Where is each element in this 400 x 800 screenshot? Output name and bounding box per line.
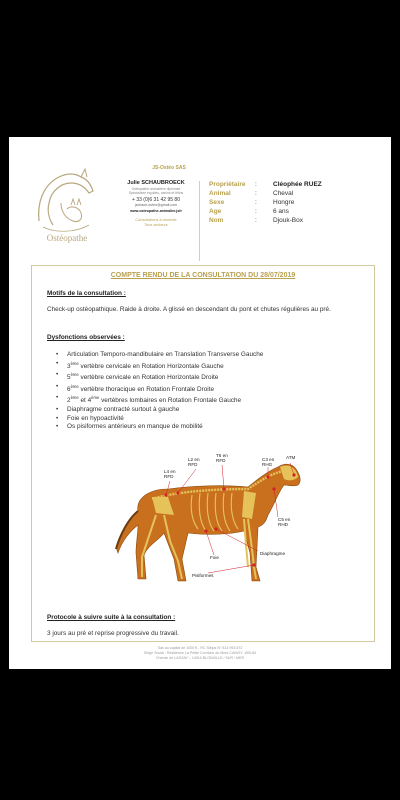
protocol-heading: Protocole à suivre suite à la consultation :: [47, 614, 176, 621]
page-footer: [9, 646, 391, 661]
footer-line: Chemin de LASSAY – 14910 BLONVILLE / SUR / MER: [155, 656, 245, 660]
label-c5-b: RHD: [278, 522, 288, 527]
list-item: • Foie en hypoactivité: [67, 415, 367, 424]
motifs-heading: Motifs de la consultation :: [47, 290, 126, 297]
patient-row: Animal : Cheval: [209, 190, 294, 197]
company-name: JS-Ostéo SAS: [152, 165, 186, 171]
phone-number: + 33 (0)6 31 42 95 80: [132, 197, 180, 204]
horse-skeleton-diagram: [108, 449, 306, 589]
website-url: www.osteopathe-animalier.jsfr: [130, 208, 182, 213]
practitioner-block: [106, 181, 206, 228]
home-visits: Consultations à domicile: [135, 217, 177, 222]
practitioner-title: Ostéopathe animalière diplômée: [131, 187, 181, 192]
list-item: • 6ème vertèbre thoracique en Rotation Frontale Droite: [67, 383, 367, 395]
patient-row: Propriétaire : Cléophée RUEZ: [209, 181, 322, 188]
label-t6-b: RFD: [216, 458, 226, 463]
report-title: COMPTE RENDU DE LA CONSULTATION DU 28/07/2019: [110, 272, 296, 279]
label-l2: L2 en: [188, 457, 200, 462]
list-item: • 3ème vertèbre cervicale en Rotation Horizontale Gauche: [67, 360, 367, 372]
motifs-text: Check-up ostéopathique. Raide à droite. A glissé en descendant du pont et chutes régulières au pré.: [47, 306, 331, 313]
label-l4-b: RFD: [164, 474, 174, 479]
protocol-text: 3 jours au pré et reprise progressive du travail.: [47, 630, 179, 637]
label-l2-b: RFD: [188, 462, 198, 467]
label-l4: L4 en: [164, 469, 176, 474]
patient-row: Nom : Djouk-Box: [209, 217, 303, 224]
dysfunction-list: [67, 351, 367, 432]
label-c3-b: RHG: [262, 462, 273, 467]
list-item: • Os pisiformes antérieurs en manque de mobilité: [67, 423, 367, 432]
label-pisiformes: Pisiformes: [192, 573, 214, 578]
practitioner-name: Julie SCHAUBROECK: [127, 180, 185, 186]
all-areas: Tous secteurs: [144, 222, 168, 227]
label-c3: C3 en: [262, 457, 275, 462]
consultation-report: [31, 265, 375, 642]
patient-info: [209, 180, 387, 225]
footer-line: Sas au capital de 1000 € - RC Siéjus N° 814 993 672: [157, 646, 243, 650]
label-c5: C5 en: [278, 517, 291, 522]
dysfunctions-heading: Dysfonctions observées :: [47, 334, 125, 341]
practitioner-specialty: Spécialisée équidés, canins et félins: [128, 191, 184, 196]
footer-line: Siège Social : Résidence La Petite Corniche du Mont CANISY -805-84: [143, 651, 257, 655]
header-divider: [199, 181, 200, 261]
label-foie: Foie: [210, 555, 219, 560]
patient-row: Age : 6 ans: [209, 208, 289, 215]
label-diaphragme: Diaphragme: [260, 551, 286, 556]
list-item: • 2ème et 4ème vertèbres lombaires en Rotation Frontale Gauche: [67, 394, 367, 406]
list-item: • Diaphragme contracté surtout à gauche: [67, 406, 367, 415]
label-t6: T6 en: [216, 453, 228, 458]
patient-row: Sexe : Hongre: [209, 199, 295, 206]
report-page: [9, 137, 391, 669]
label-atm: ATM: [286, 455, 296, 460]
logo-wordmark: Ostéopathe: [46, 233, 88, 243]
list-item: • 5ème vertèbre cervicale en Rotation Horizontale Droite: [67, 371, 367, 383]
email-address: jschaub.osteo@gmail.com: [134, 203, 178, 208]
list-item: • Articulation Temporo-mandibulaire en Translation Transverse Gauche: [67, 351, 367, 360]
